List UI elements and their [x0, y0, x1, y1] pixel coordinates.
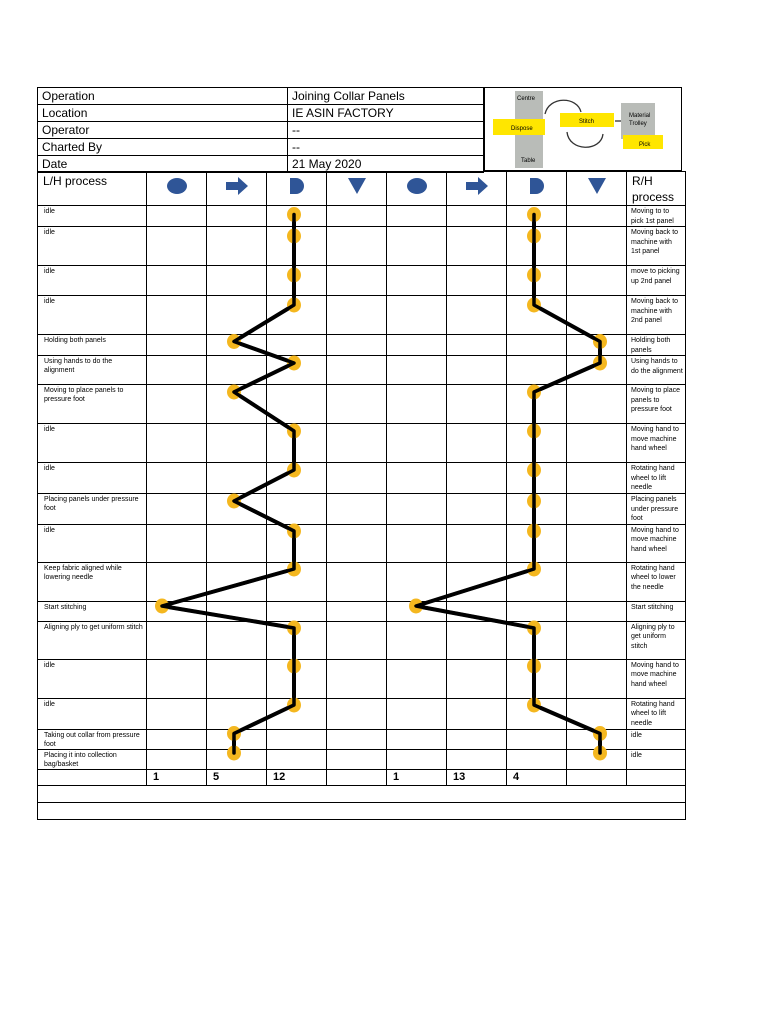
symbol-cell	[507, 729, 567, 749]
symbol-cell	[507, 698, 567, 729]
symbol-cell	[327, 296, 387, 335]
step-row	[38, 356, 686, 385]
symbol-cell	[327, 335, 387, 356]
symbol-header-cell	[207, 172, 267, 206]
lh-step-description: Placing panels under pressure foot	[38, 494, 147, 525]
symbol-header-cell	[387, 172, 447, 206]
chart-header-row	[38, 172, 686, 206]
symbol-cell	[267, 424, 327, 463]
rh-step-description: Rotating hand wheel to lower the needle	[627, 562, 686, 601]
symbol-cell	[387, 659, 447, 698]
lh-step-description: Holding both panels	[38, 335, 147, 356]
symbol-cell	[147, 227, 207, 266]
symbol-cell	[327, 659, 387, 698]
total-count: 1	[147, 769, 207, 785]
symbol-cell	[327, 356, 387, 385]
header-label: Charted By	[38, 139, 288, 156]
symbol-cell	[267, 524, 327, 562]
symbol-cell	[567, 385, 627, 424]
label-dispose: Dispose	[511, 126, 533, 132]
symbol-cell	[147, 424, 207, 463]
symbol-cell	[327, 227, 387, 266]
symbol-cell	[567, 296, 627, 335]
symbol-cell	[147, 335, 207, 356]
symbol-cell	[327, 494, 387, 525]
header-label: Operation	[38, 88, 288, 105]
rh-step-description: Moving hand to move machine hand wheel	[627, 424, 686, 463]
rh-process-header: R/H process	[627, 172, 686, 206]
symbol-cell	[147, 385, 207, 424]
step-row	[38, 749, 686, 769]
symbol-cell	[447, 424, 507, 463]
symbol-cell	[507, 524, 567, 562]
lh-step-description: idle	[38, 659, 147, 698]
symbol-cell	[147, 463, 207, 494]
symbol-cell	[567, 424, 627, 463]
symbol-cell	[567, 601, 627, 621]
header-value: --	[288, 139, 484, 156]
symbol-cell	[387, 562, 447, 601]
symbol-header-cell	[507, 172, 567, 206]
symbol-cell	[327, 424, 387, 463]
symbol-cell	[387, 729, 447, 749]
symbol-cell	[387, 296, 447, 335]
symbol-header-cell	[327, 172, 387, 206]
rh-step-description: idle	[627, 749, 686, 769]
header-row	[38, 139, 484, 156]
symbol-cell	[207, 621, 267, 659]
total-count: 12	[267, 769, 327, 785]
workplace-layout-diagram	[484, 87, 682, 171]
symbol-cell	[267, 621, 327, 659]
symbol-cell	[327, 524, 387, 562]
lh-step-description: idle	[38, 463, 147, 494]
step-row	[38, 524, 686, 562]
step-row	[38, 206, 686, 227]
symbol-header-cell	[267, 172, 327, 206]
step-row	[38, 494, 686, 525]
symbol-cell	[327, 385, 387, 424]
lh-step-description: idle	[38, 698, 147, 729]
symbol-cell	[447, 335, 507, 356]
lh-process-header: L/H process	[38, 172, 147, 206]
symbol-cell	[387, 698, 447, 729]
symbol-cell	[387, 227, 447, 266]
symbol-cell	[267, 206, 327, 227]
symbol-cell	[567, 659, 627, 698]
symbol-cell	[327, 206, 387, 227]
symbol-cell	[207, 659, 267, 698]
rh-step-description: move to picking up 2nd panel	[627, 266, 686, 296]
symbol-cell	[207, 385, 267, 424]
lh-step-description: idle	[38, 424, 147, 463]
symbol-cell	[567, 463, 627, 494]
lh-step-description: idle	[38, 296, 147, 335]
symbol-cell	[327, 601, 387, 621]
symbol-cell	[387, 463, 447, 494]
label-trolley: Trolley	[629, 121, 647, 127]
step-row	[38, 463, 686, 494]
hold-icon	[585, 177, 609, 195]
symbol-cell	[447, 698, 507, 729]
symbol-cell	[507, 296, 567, 335]
symbol-cell	[267, 494, 327, 525]
flow-arrow-loop	[567, 132, 603, 147]
symbol-cell	[447, 621, 507, 659]
delay-icon	[285, 177, 309, 195]
symbol-cell	[387, 749, 447, 769]
symbol-cell	[207, 227, 267, 266]
symbol-cell	[207, 729, 267, 749]
symbol-cell	[327, 749, 387, 769]
symbol-cell	[207, 562, 267, 601]
header-row	[38, 122, 484, 139]
label-centre: Centre	[517, 96, 536, 102]
lh-step-description: idle	[38, 227, 147, 266]
symbol-cell	[387, 621, 447, 659]
symbol-header-cell	[447, 172, 507, 206]
symbol-cell	[507, 356, 567, 385]
symbol-cell	[567, 356, 627, 385]
symbol-cell	[567, 524, 627, 562]
total-count: 13	[447, 769, 507, 785]
layout-diagram-svg	[485, 88, 683, 172]
header-label: Operator	[38, 122, 288, 139]
symbol-cell	[147, 562, 207, 601]
header-value: Joining Collar Panels	[288, 88, 484, 105]
symbol-cell	[447, 729, 507, 749]
symbol-cell	[507, 266, 567, 296]
totals-label-cell	[38, 769, 147, 785]
symbol-cell	[387, 206, 447, 227]
label-pick: Pick	[639, 142, 651, 148]
rh-step-description: Moving hand to move machine hand wheel	[627, 524, 686, 562]
label-material: Material	[629, 113, 651, 119]
symbol-cell	[207, 749, 267, 769]
lh-step-description: idle	[38, 206, 147, 227]
symbol-cell	[147, 749, 207, 769]
header-row	[38, 156, 484, 173]
symbol-cell	[567, 698, 627, 729]
lh-step-description: idle	[38, 524, 147, 562]
symbol-cell	[507, 385, 567, 424]
symbol-cell	[447, 562, 507, 601]
symbol-cell	[267, 335, 327, 356]
symbol-cell	[267, 385, 327, 424]
rh-step-description: Placing panels under pressure foot	[627, 494, 686, 525]
symbol-cell	[327, 463, 387, 494]
symbol-cell	[207, 206, 267, 227]
symbol-cell	[207, 463, 267, 494]
symbol-cell	[387, 385, 447, 424]
step-row	[38, 601, 686, 621]
symbol-cell	[507, 227, 567, 266]
symbol-cell	[447, 356, 507, 385]
rh-step-description: Moving hand to move machine hand wheel	[627, 659, 686, 698]
symbol-cell	[447, 266, 507, 296]
operation-icon	[405, 177, 429, 195]
symbol-cell	[147, 494, 207, 525]
symbol-cell	[327, 621, 387, 659]
step-row	[38, 385, 686, 424]
symbol-cell	[507, 463, 567, 494]
step-row	[38, 424, 686, 463]
symbol-cell	[267, 659, 327, 698]
symbol-cell	[447, 524, 507, 562]
header-label: Date	[38, 156, 288, 173]
total-count: 5	[207, 769, 267, 785]
symbol-cell	[507, 562, 567, 601]
symbol-cell	[567, 266, 627, 296]
header-label: Location	[38, 105, 288, 122]
lh-step-description: Start stitching	[38, 601, 147, 621]
lh-step-description: idle	[38, 266, 147, 296]
symbol-cell	[567, 562, 627, 601]
step-row	[38, 562, 686, 601]
step-row	[38, 659, 686, 698]
label-table: Table	[521, 158, 536, 164]
rh-step-description: Rotating hand wheel to lift needle	[627, 698, 686, 729]
symbol-cell	[447, 494, 507, 525]
symbol-header-cell	[567, 172, 627, 206]
symbol-cell	[207, 601, 267, 621]
symbol-cell	[567, 494, 627, 525]
step-row	[38, 335, 686, 356]
lh-step-description: Taking out collar from pressure foot	[38, 729, 147, 749]
symbol-cell	[147, 601, 207, 621]
symbol-cell	[267, 729, 327, 749]
symbol-cell	[387, 601, 447, 621]
symbol-cell	[387, 356, 447, 385]
symbol-cell	[567, 206, 627, 227]
step-row	[38, 296, 686, 335]
symbol-cell	[567, 621, 627, 659]
symbol-cell	[147, 621, 207, 659]
rh-step-description: Moving back to machine with 2nd panel	[627, 296, 686, 335]
blank-cell	[38, 802, 686, 819]
symbol-cell	[267, 463, 327, 494]
symbol-cell	[207, 494, 267, 525]
symbol-cell	[147, 206, 207, 227]
total-count: 1	[387, 769, 447, 785]
symbol-cell	[207, 296, 267, 335]
total-count	[567, 769, 627, 785]
lh-step-description: Keep fabric aligned while lowering needle	[38, 562, 147, 601]
symbol-cell	[447, 385, 507, 424]
flow-arrow-top	[545, 100, 581, 114]
header-info-table	[37, 87, 484, 173]
lh-step-description: Placing it into collection bag/basket	[38, 749, 147, 769]
process-chart-table	[37, 171, 686, 820]
step-row	[38, 266, 686, 296]
symbol-cell	[147, 698, 207, 729]
rh-step-description: Moving back to machine with 1st panel	[627, 227, 686, 266]
total-count: 4	[507, 769, 567, 785]
symbol-cell	[147, 356, 207, 385]
totals-row	[38, 769, 686, 785]
step-row	[38, 729, 686, 749]
header-value: IE ASIN FACTORY	[288, 105, 484, 122]
symbol-cell	[387, 424, 447, 463]
symbol-cell	[267, 296, 327, 335]
header-value: --	[288, 122, 484, 139]
symbol-cell	[327, 266, 387, 296]
symbol-cell	[207, 335, 267, 356]
symbol-cell	[447, 296, 507, 335]
symbol-cell	[267, 227, 327, 266]
symbol-cell	[387, 524, 447, 562]
symbol-cell	[507, 749, 567, 769]
symbol-cell	[267, 749, 327, 769]
total-count	[327, 769, 387, 785]
symbol-cell	[507, 424, 567, 463]
symbol-cell	[207, 356, 267, 385]
header-row	[38, 105, 484, 122]
symbol-cell	[387, 266, 447, 296]
symbol-cell	[147, 659, 207, 698]
lh-step-description: Moving to place panels to pressure foot	[38, 385, 147, 424]
symbol-cell	[507, 659, 567, 698]
symbol-cell	[447, 659, 507, 698]
symbol-cell	[387, 335, 447, 356]
rh-step-description: idle	[627, 729, 686, 749]
symbol-cell	[447, 227, 507, 266]
symbol-cell	[507, 206, 567, 227]
symbol-cell	[207, 266, 267, 296]
rh-step-description: Moving to place panels to pressure foot	[627, 385, 686, 424]
lh-step-description: Aligning ply to get uniform stitch	[38, 621, 147, 659]
blank-cell	[38, 785, 686, 802]
step-row	[38, 698, 686, 729]
hold-icon	[345, 177, 369, 195]
symbol-cell	[327, 562, 387, 601]
rh-step-description: Rotating hand wheel to lift needle	[627, 463, 686, 494]
symbol-cell	[267, 266, 327, 296]
symbol-cell	[447, 601, 507, 621]
symbol-cell	[147, 524, 207, 562]
operation-icon	[165, 177, 189, 195]
symbol-cell	[327, 698, 387, 729]
symbol-header-cell	[147, 172, 207, 206]
symbol-cell	[207, 424, 267, 463]
rh-step-description: Start stitching	[627, 601, 686, 621]
header-row	[38, 88, 484, 105]
lh-step-description: Using hands to do the alignment	[38, 356, 147, 385]
symbol-cell	[567, 227, 627, 266]
rh-step-description: Aligning ply to get uniform stitch	[627, 621, 686, 659]
transport-icon	[465, 177, 489, 195]
symbol-cell	[207, 524, 267, 562]
rh-step-description: Holding both panels	[627, 335, 686, 356]
blank-row	[38, 785, 686, 802]
symbol-cell	[267, 356, 327, 385]
symbol-cell	[447, 463, 507, 494]
symbol-cell	[267, 698, 327, 729]
symbol-cell	[507, 601, 567, 621]
label-stitch: Stitch	[579, 119, 595, 125]
symbol-cell	[267, 601, 327, 621]
rh-step-description: Moving to to pick 1st panel	[627, 206, 686, 227]
symbol-cell	[507, 335, 567, 356]
symbol-cell	[387, 494, 447, 525]
totals-end-cell	[627, 769, 686, 785]
step-row	[38, 621, 686, 659]
symbol-cell	[567, 729, 627, 749]
symbol-cell	[147, 729, 207, 749]
rh-step-description: Using hands to do the alignment	[627, 356, 686, 385]
symbol-cell	[567, 749, 627, 769]
symbol-cell	[567, 335, 627, 356]
symbol-cell	[507, 621, 567, 659]
symbol-cell	[267, 562, 327, 601]
symbol-cell	[147, 296, 207, 335]
blank-row	[38, 802, 686, 819]
delay-icon	[525, 177, 549, 195]
header-value: 21 May 2020	[288, 156, 484, 173]
transport-icon	[225, 177, 249, 195]
symbol-cell	[507, 494, 567, 525]
symbol-cell	[327, 729, 387, 749]
symbol-cell	[207, 698, 267, 729]
symbol-cell	[447, 749, 507, 769]
symbol-cell	[147, 266, 207, 296]
symbol-cell	[447, 206, 507, 227]
step-row	[38, 227, 686, 266]
